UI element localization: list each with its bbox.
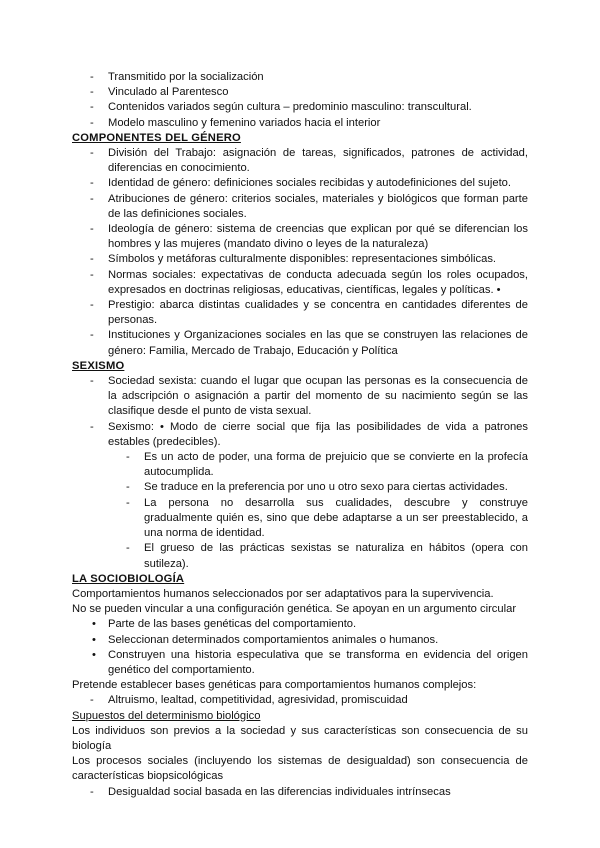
list-item: - La persona no desarrolla sus cualidades, descubre y construye gradualmente quién es, sino que debe adaptarse a un ser preestablecido, a una norma de identidad.: [72, 496, 528, 542]
sociobiologia-bullets: [72, 617, 528, 678]
document-body: [72, 70, 528, 800]
paragraph: Los individuos son previos a la sociedad y sus características son consecuencia de su biología: [72, 724, 528, 752]
list-item: - Identidad de género: definiciones sociales recibidas y autodefiniciones del sujeto.: [72, 176, 528, 191]
sexismo-sublist: [72, 450, 528, 572]
list-item: - Normas sociales: expectativas de conducta adecuada según los roles ocupados, expresados en doctrinas religiosas, educativas, científicas, legales y políticas. •: [72, 268, 528, 298]
list-item: - Símbolos y metáforas culturalmente disponibles: representaciones simbólicas.: [72, 252, 528, 267]
list-item: • Construyen una historia especulativa que se transforma en evidencia del origen genético del comportamiento.: [72, 648, 528, 678]
list-item: - Sexismo: • Modo de cierre social que fija las posibilidades de vida a patrones estables (predecibles).: [72, 420, 528, 450]
list-item: - Vinculado al Parentesco: [72, 85, 528, 100]
traits-list: [72, 693, 528, 708]
list-item: - Ideología de género: sistema de creencias que explican por qué se diferencian los hombres y las mujeres (mandato divino o leyes de la naturaleza): [72, 222, 528, 252]
paragraph: No se pueden vincular a una configuración genética. Se apoyan en un argumento circular: [72, 603, 517, 616]
final-list: [72, 785, 528, 800]
sociobiologia-heading: LA SOCIOBIOLOGÍA: [72, 572, 185, 585]
list-item: - Transmitido por la socialización: [72, 70, 528, 85]
sexismo-list: [72, 374, 528, 450]
componentes-heading: COMPONENTES DEL GÉNERO: [72, 131, 241, 144]
list-item: - Desigualdad social basada en las diferencias individuales intrínsecas: [72, 785, 528, 800]
intro-list: [72, 70, 528, 131]
list-item: - Prestigio: abarca distintas cualidades y se concentra en cantidades diferentes de personas.: [72, 298, 528, 328]
paragraph: Comportamientos humanos seleccionados por ser adaptativos para la supervivencia.: [72, 587, 494, 600]
list-item: - División del Trabajo: asignación de tareas, significados, patrones de actividad, diferencias en conocimiento.: [72, 146, 528, 176]
list-item: - Instituciones y Organizaciones sociales en las que se construyen las relaciones de género: Familia, Mercado de Trabajo, Educación y Política: [72, 328, 528, 358]
list-item: - Atribuciones de género: criterios sociales, materiales y biológicos que forman parte de las definiciones sociales.: [72, 192, 528, 222]
paragraph: Pretende establecer bases genéticas para comportamientos humanos complejos:: [72, 679, 477, 692]
paragraph: Los procesos sociales (incluyendo los sistemas de desigualdad) son consecuencia de características biopsicológicas: [72, 755, 528, 783]
list-item: • Parte de las bases genéticas del comportamiento.: [72, 617, 528, 632]
list-item: - Es un acto de poder, una forma de prejuicio que se convierte en la profecía autocumplida.: [72, 450, 528, 480]
sexismo-heading: SEXISMO: [72, 359, 125, 372]
supuestos-subheading: Supuestos del determinismo biológico: [72, 709, 261, 722]
list-item: - Modelo masculino y femenino variados hacia el interior: [72, 116, 528, 131]
list-item: - Sociedad sexista: cuando el lugar que ocupan las personas es la consecuencia de la adscripción o asignación a partir del momento de su nacimiento según se las clasifique desde el punto de vista sexual.: [72, 374, 528, 420]
list-item: - Se traduce en la preferencia por uno u otro sexo para ciertas actividades.: [72, 480, 528, 495]
list-item: - Altruismo, lealtad, competitividad, agresividad, promiscuidad: [72, 693, 528, 708]
list-item: • Seleccionan determinados comportamientos animales o humanos.: [72, 633, 528, 648]
componentes-list: [72, 146, 528, 359]
list-item: - El grueso de las prácticas sexistas se naturaliza en hábitos (opera con sutileza).: [72, 541, 528, 571]
list-item: - Contenidos variados según cultura – predominio masculino: transcultural.: [72, 100, 528, 115]
